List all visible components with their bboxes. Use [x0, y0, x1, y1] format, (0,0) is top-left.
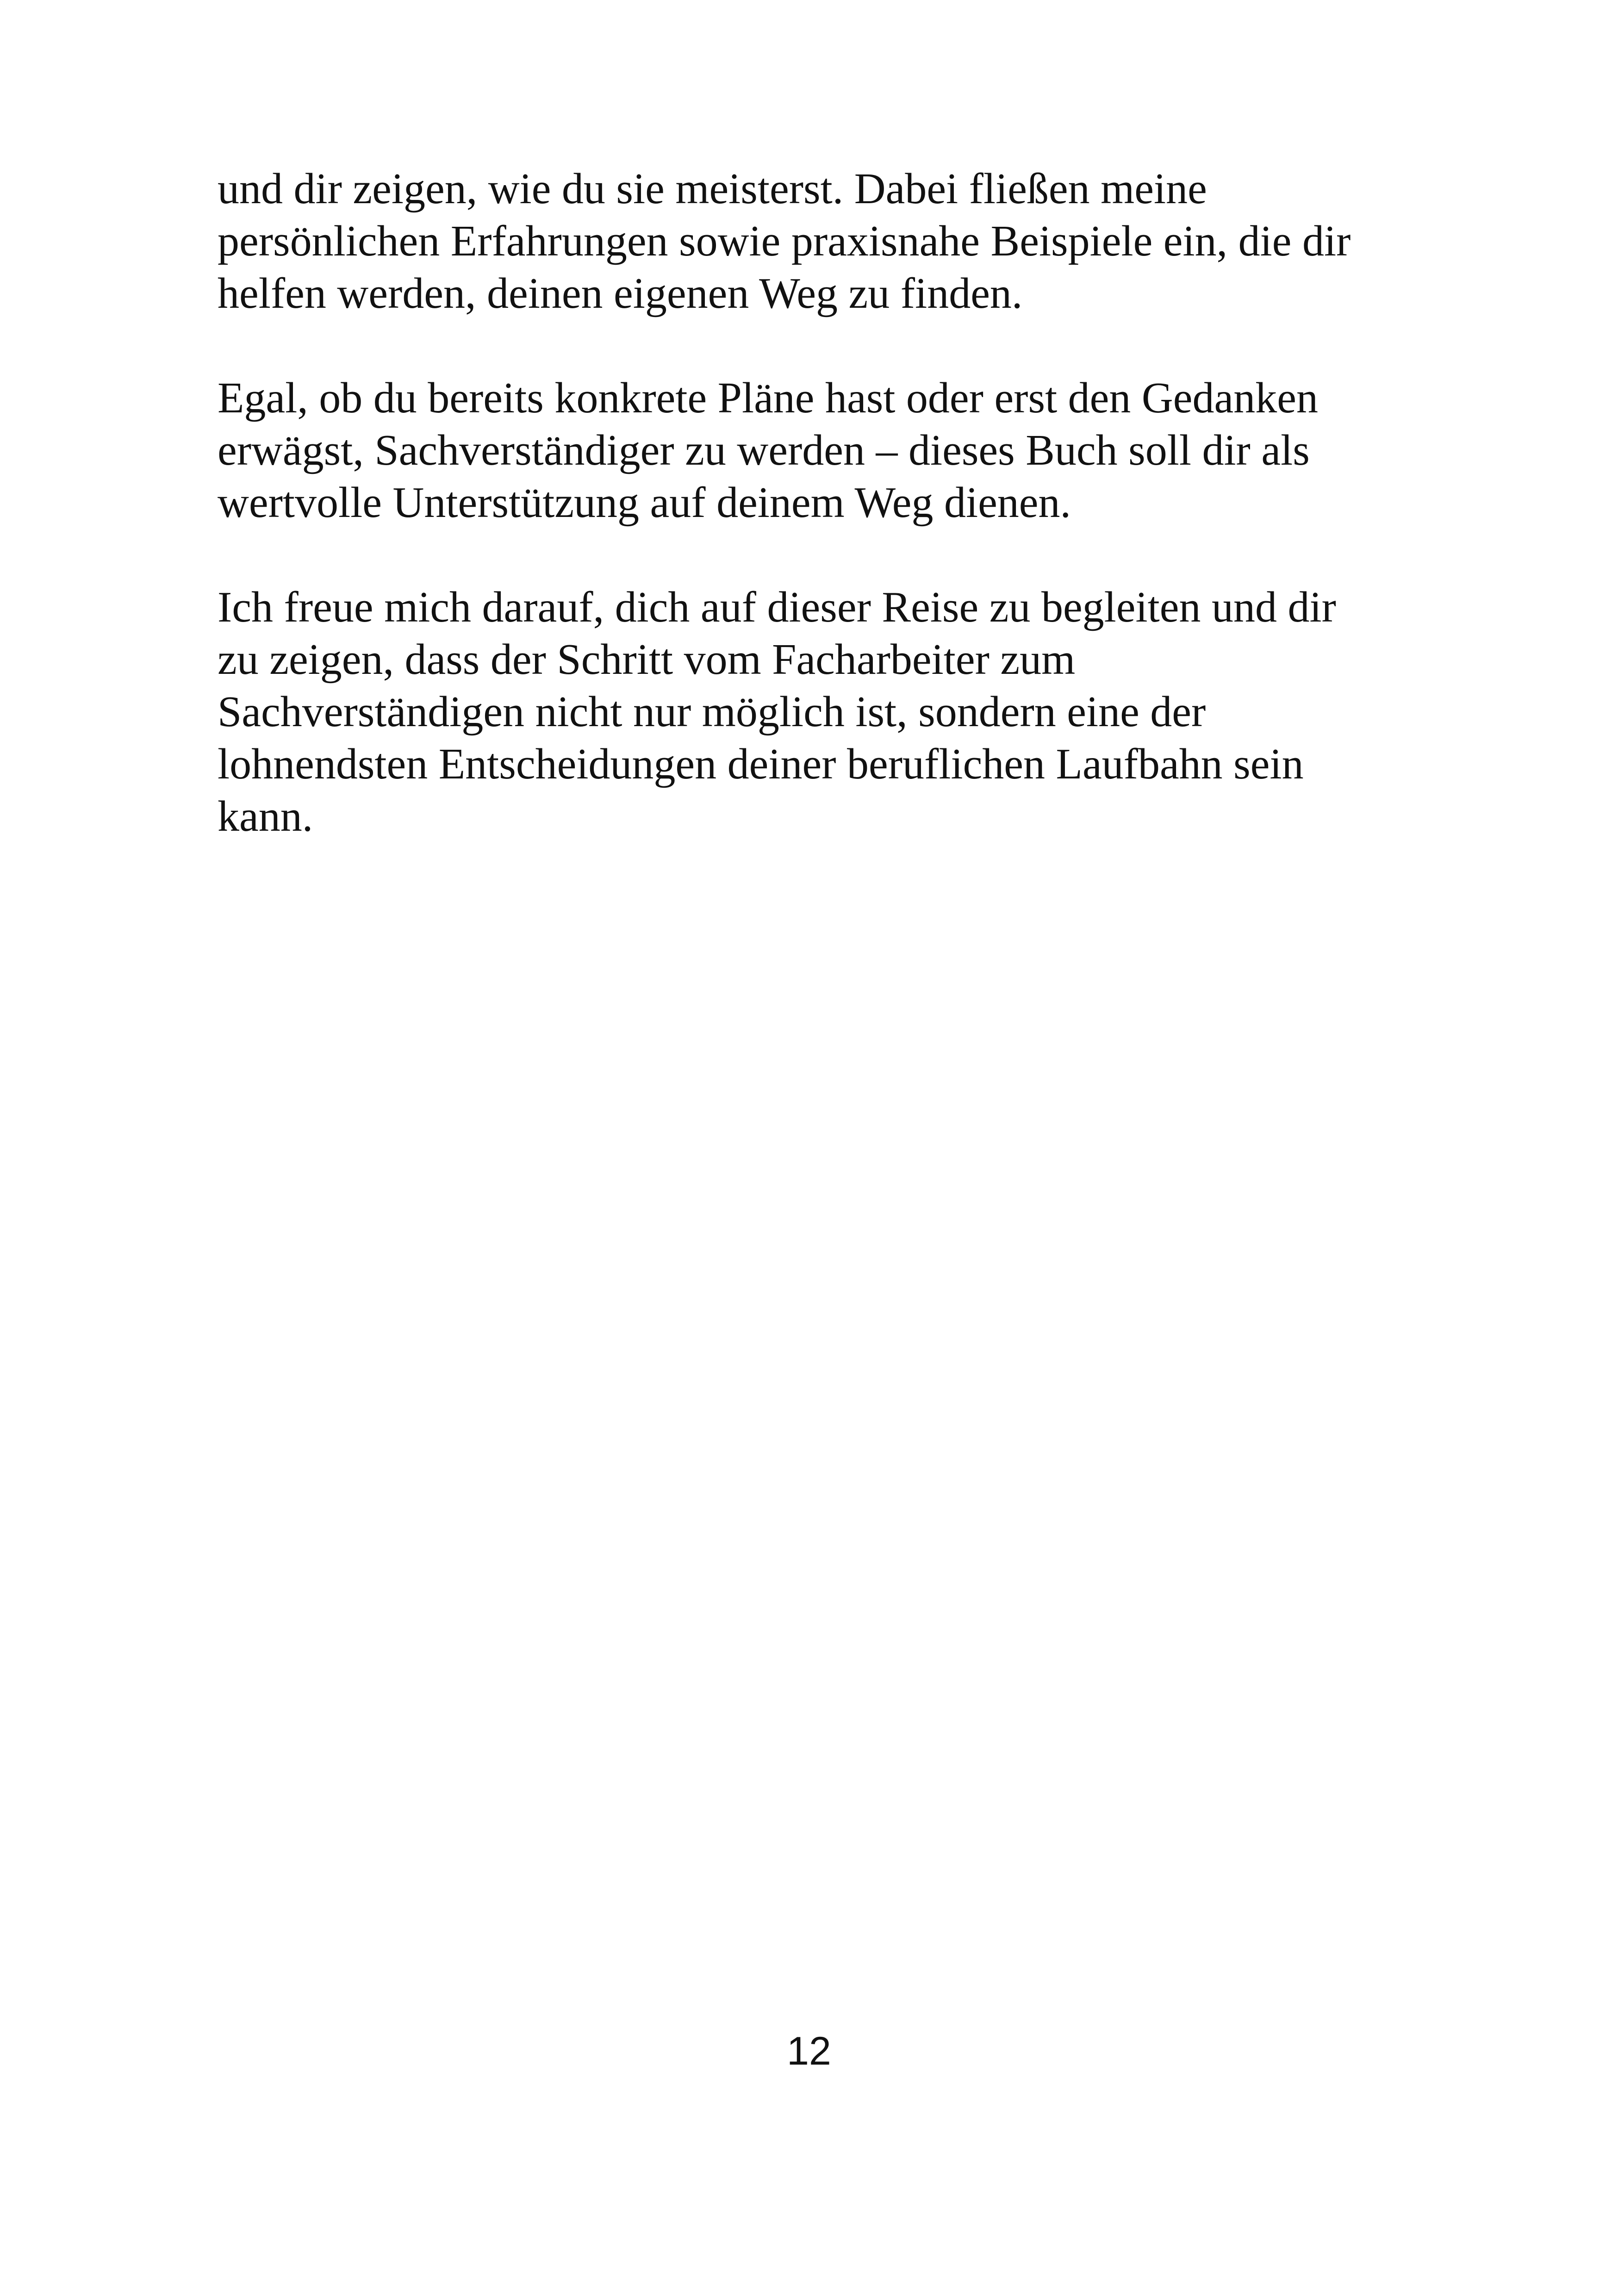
text-line: persönlichen Erfahrungen sowie praxisnahe Beispiele ein, die dir: [218, 217, 1351, 265]
paragraph-2: [218, 372, 1467, 529]
text-line: Sachverständigen nicht nur möglich ist, sondern eine der: [218, 688, 1206, 736]
text-line: helfen werden, deinen eigenen Weg zu finden.: [218, 269, 1023, 317]
paragraph-1: [218, 163, 1467, 320]
text-line: erwägst, Sachverständiger zu werden – dieses Buch soll dir als: [218, 426, 1310, 474]
text-line: kann.: [218, 792, 313, 840]
text-line: lohnendsten Entscheidungen deiner beruflichen Laufbahn sein: [218, 740, 1304, 788]
text-line: Egal, ob du bereits konkrete Pläne hast oder erst den Gedanken: [218, 374, 1318, 422]
page-number: 12: [787, 2029, 831, 2073]
text-line: zu zeigen, dass der Schritt vom Facharbeiter zum: [218, 635, 1076, 684]
paragraph-3: [218, 581, 1467, 843]
text-line: und dir zeigen, wie du sie meisterst. Dabei fließen meine: [218, 165, 1207, 213]
text-line: wertvolle Unterstützung auf deinem Weg dienen.: [218, 479, 1071, 527]
body-text: [218, 163, 1467, 895]
text-line: Ich freue mich darauf, dich auf dieser Reise zu begleiten und dir: [218, 583, 1336, 631]
